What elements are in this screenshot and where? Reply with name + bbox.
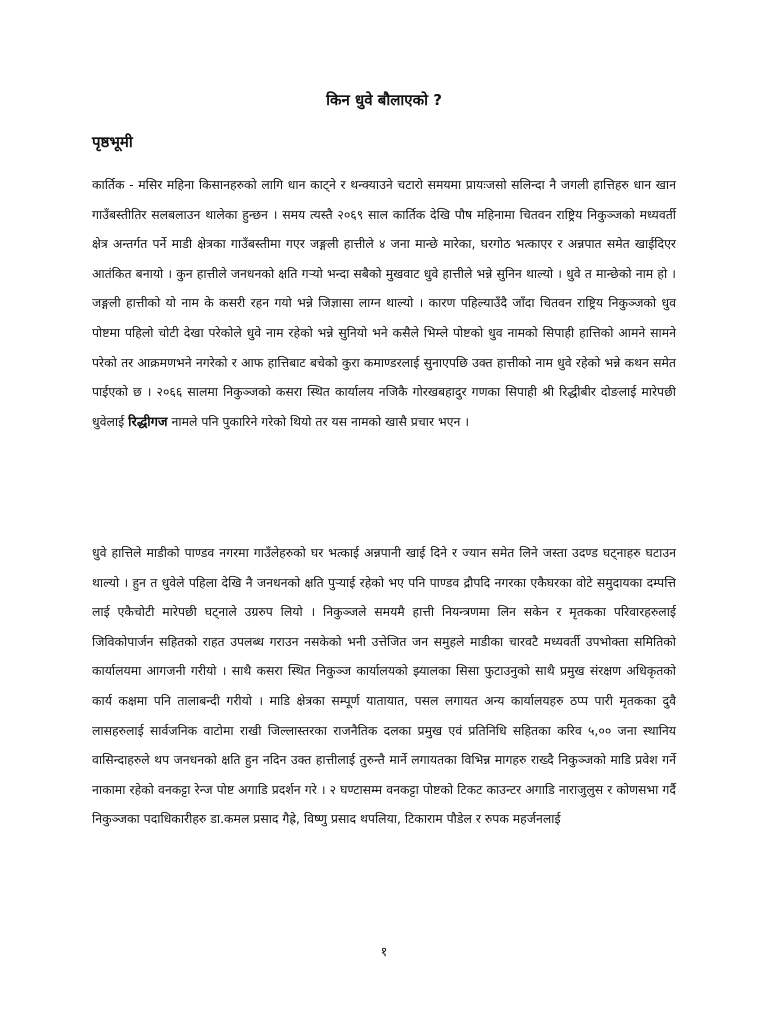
section-heading: पृष्ठभूमी <box>92 133 133 151</box>
paragraph-1-text-end: नामले पनि पुकारिने गरेको थियो तर यस नामको खासै प्रचार भएन । <box>167 413 470 429</box>
paragraph-1 <box>92 170 676 437</box>
paragraph-1-text-start: कार्तिक - मसिर महिना किसानहरुको लागि धान काट्ने र थन्क्याउने चटारो समयमा प्रायःजसो सलिन्दा नै जगली हात्तिहरु धान खान गाउँबस्तीतिर सलबलाउन थालेका हुन्छन । समय त्यस्तै २०६९ साल कार्तिक देखि पौष महिनामा चितवन राष्ट्रिय निकुञ्जको मध्यवर्ती क्षेत्र अन्तर्गत पर्ने माडी क्षेत्रका गाउँबस्तीमा गएर जङ्गली हात्तीले ४ जना मान्छे मारेका, घरगोठ भत्काएर र अन्नपात समेत खाईदिएर आतंकित बनायो । कुन हात्तीले जनधनको क्षति गऱ्यो भन्दा सबैको मुखवाट धुवे हात्तीले भन्ने सुनिन थाल्यो । धुवे त मान्छेको नाम हो । जङ्गली हात्तीको यो नाम के कसरी रहन गयो भन्ने जिज्ञासा लाग्न थाल्यो । कारण पहिल्याउँदै जाँदा चितवन राष्ट्रिय निकुञ्जको धुव पोष्टमा पहिलो चोटी देखा परेकोले धुवे नाम रहेको भन्ने सुनियो भने कसैले भिम्ले पोष्टको धुव नामको सिपाही हात्तिको आमने सामने परेको तर आक्रमणभने नगरेको र आफ हात्तिबाट बचेको कुरा कमाण्डरलाई सुनाएपछि उक्त हात्तीको नाम धुवे रहेको भन्ने कथन समेत पाईएको छ । २०६६ सालमा निकुञ्जको कसरा स्थित कार्यालय नजिकै गोरखबहादुर गणका सिपाही श्री रिद्धीबीर दोङलाई मारेपछी धुवेलाई <box>92 177 676 429</box>
paragraph-1-bold-name: रिद्धीगज <box>128 414 168 430</box>
paragraph-2: धुवे हात्तिले माडीको पाण्डव नगरमा गाउँलेहरुको घर भत्काई अन्नपानी खाई दिने र ज्यान समेत लिने जस्ता उदण्ड घट्नाहरु घटाउन थाल्यो । हुन त धुवेले पहिला देखि नै जनधनको क्षति पुऱ्याई रहेको भए पनि पाण्डव द्रौपदि नगरका एकैघरका वोटे समुदायका दम्पत्ति लाई एकैचोटी मारेपछी घट्नाले उग्ररुप लियो । निकुञ्जले समयमै हात्ती नियन्त्रणमा लिन सकेन र मृतकका परिवारहरुलाई जिविकोपार्जन सहितको राहत उपलब्ध गराउन नसकेको भनी उत्तेजित जन समुहले माडीका चारवटै मध्यवर्ती उपभोक्ता समितिको कार्यालयमा आगजनी गरीयो । साथै कसरा स्थित निकुञ्ज कार्यालयको झ्यालका सिसा फुटाउनुको साथै प्रमुख संरक्षण अधिकृतको कार्य कक्षमा पनि तालाबन्दी गरीयो । माडि क्षेत्रका सम्पूर्ण यातायात, पसल लगायत अन्य कार्यालयहरु ठप्प पारी मृतकका दुवै लासहरुलाई सार्वजनिक वाटोमा राखी जिल्लास्तरका राजनैतिक दलका प्रमुख एवं प्रतिनिधि सहितका करिव ५,०० जना स्थानिय वासिन्दाहरुले थप जनधनको क्षति हुन नदिन उक्त हात्तीलाई तुरुन्तै मार्ने लगायतका विभिन्न मागहरु राख्दै निकुञ्जको माडि प्रवेश गर्ने नाकामा रहेको वनकट्टा रेन्ज पोष्ट अगाडि प्रदर्शन गरे । २ घण्टासम्म वनकट्टा पोष्टको टिकट काउन्टर अगाडि नाराजुलुस र कोणसभा गर्दै निकुञ्जका पदाधिकारीहरु डा.कमल प्रसाद गैह्रे, विष्णु प्रसाद थपलिया, टिकाराम पौडेल र रुपक महर्जनलाई <box>92 545 676 827</box>
page-number: १ <box>380 945 388 960</box>
document-title: किन धुवे बौलाएको ? <box>326 91 442 109</box>
